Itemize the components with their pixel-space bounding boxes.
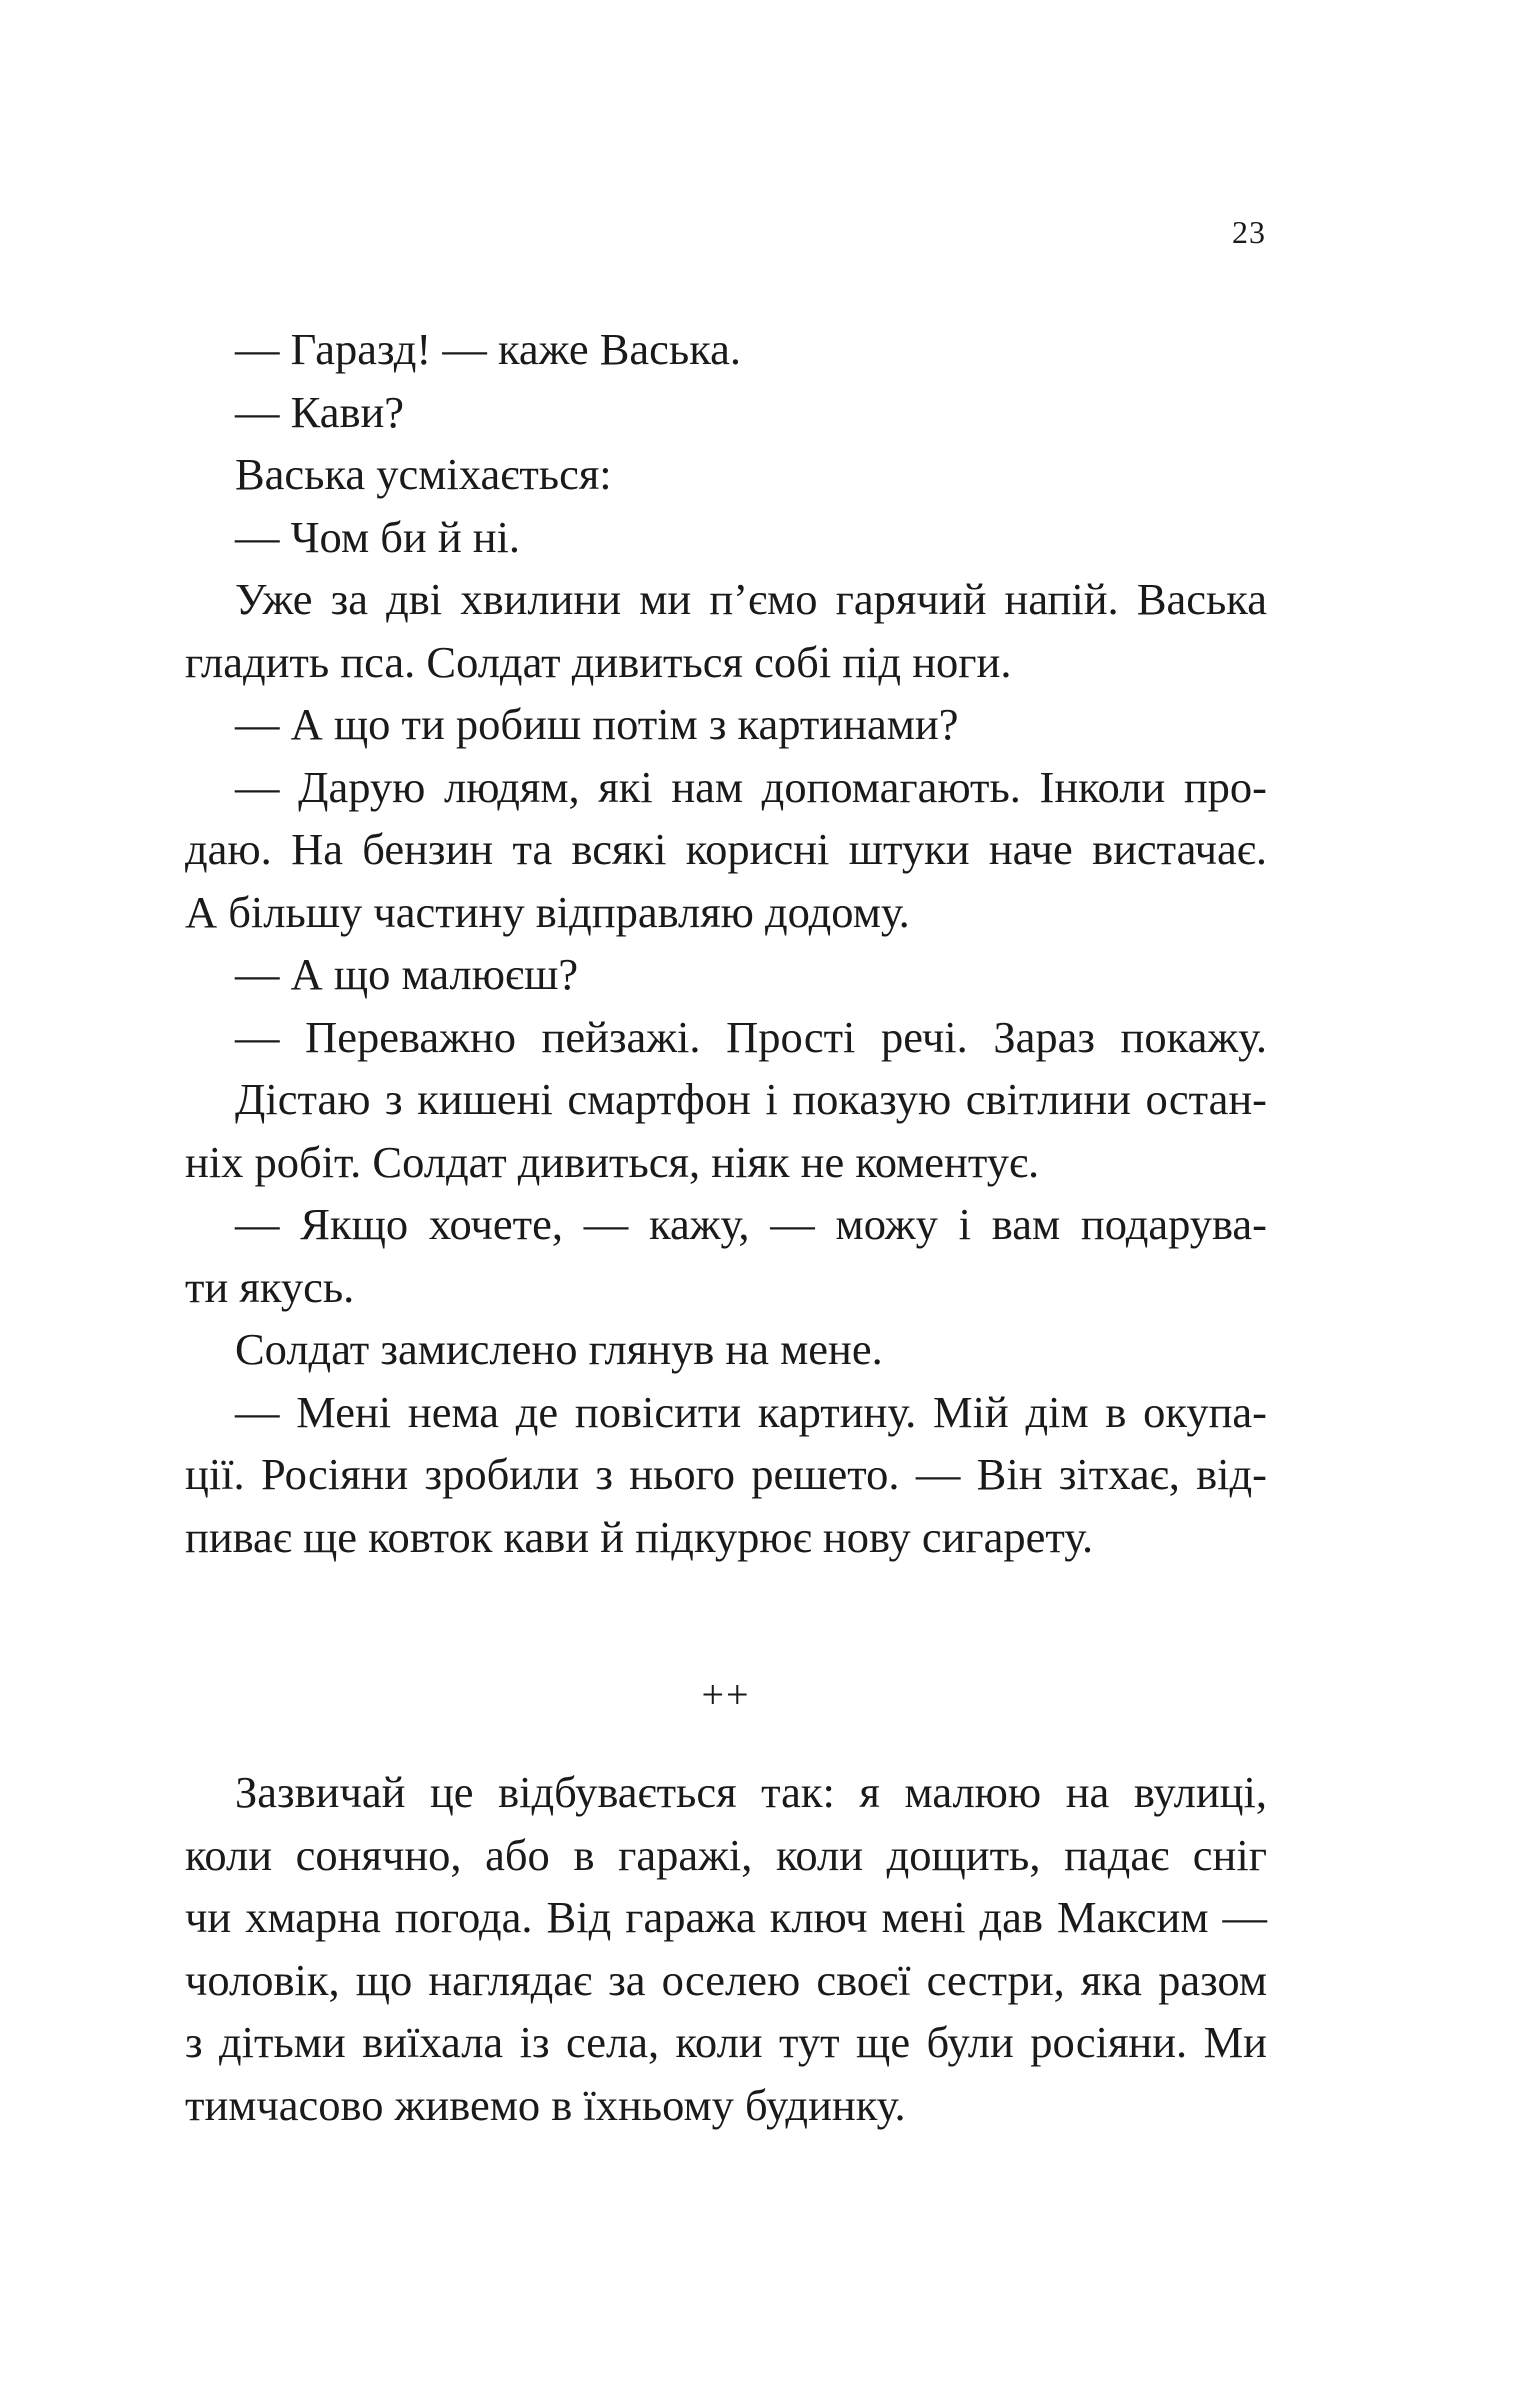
text-line: ніх робіт. Солдат дивиться, ніяк не коментує. bbox=[185, 1136, 1040, 1187]
text-section-2 bbox=[185, 1761, 1267, 2136]
text-line: Солдат замислено глянув на мене. bbox=[235, 1324, 883, 1374]
text-line: тимчасово живемо в їхньому будинку. bbox=[185, 2079, 906, 2130]
text-line: чоловік, що наглядає за оселею своєї сестри, яка разом bbox=[185, 1954, 1267, 2005]
text-line: — Кави? bbox=[235, 386, 405, 437]
text-line: даю. На бензин та всякі корисні штуки наче вистачає. bbox=[185, 824, 1267, 874]
text-line: — Чом би й ні. bbox=[235, 511, 521, 562]
text-line: — Якщо хочете, — кажу, — можу і вам подарува- bbox=[235, 1199, 1267, 1249]
text-line: ти якусь. bbox=[185, 1261, 355, 1312]
text-line: А більшу частину відправляю додому. bbox=[185, 886, 910, 937]
text-line: Зазвичай це відбувається так: я малюю на вулиці, bbox=[235, 1767, 1267, 1817]
text-section-1 bbox=[185, 318, 1267, 1568]
section-separator: ++ bbox=[701, 1672, 751, 1717]
text-line: — Гаразд! — каже Васька. bbox=[235, 324, 742, 374]
text-line: — Дарую людям, які нам допомагають. Інколи про- bbox=[235, 761, 1267, 812]
text-line: Васька усміхається: bbox=[235, 449, 612, 499]
text-line: коли сонячно, або в гаражі, коли дощить, падає сніг bbox=[185, 1829, 1267, 1880]
text-line: — А що ти робиш потім з картинами? bbox=[235, 699, 959, 749]
text-line: чи хмарна погода. Від гаража ключ мені дав Максим — bbox=[185, 1892, 1267, 1942]
text-line: пиває ще ковток кави й підкурює нову сигарету. bbox=[185, 1511, 1094, 1562]
text-line: з дітьми виїхала із села, коли тут ще були росіяни. Ми bbox=[185, 2017, 1267, 2067]
page-number: 23 bbox=[1232, 214, 1266, 250]
text-line: гладить пса. Солдат дивиться собі під ноги. bbox=[185, 636, 1012, 687]
text-line: Уже за дві хвилини ми п’ємо гарячий напій. Васька bbox=[235, 574, 1267, 624]
text-line: Дістаю з кишені смартфон і показую світлини остан- bbox=[235, 1074, 1267, 1124]
text-line: — Мені нема де повісити картину. Мій дім в окупа- bbox=[235, 1386, 1267, 1437]
text-line: ції. Росіяни зробили з нього решето. — Він зітхає, від- bbox=[185, 1449, 1267, 1499]
text-line: — А що малюєш? bbox=[235, 949, 579, 999]
text-line: — Переважно пейзажі. Прості речі. Зараз покажу. bbox=[235, 1011, 1267, 1062]
